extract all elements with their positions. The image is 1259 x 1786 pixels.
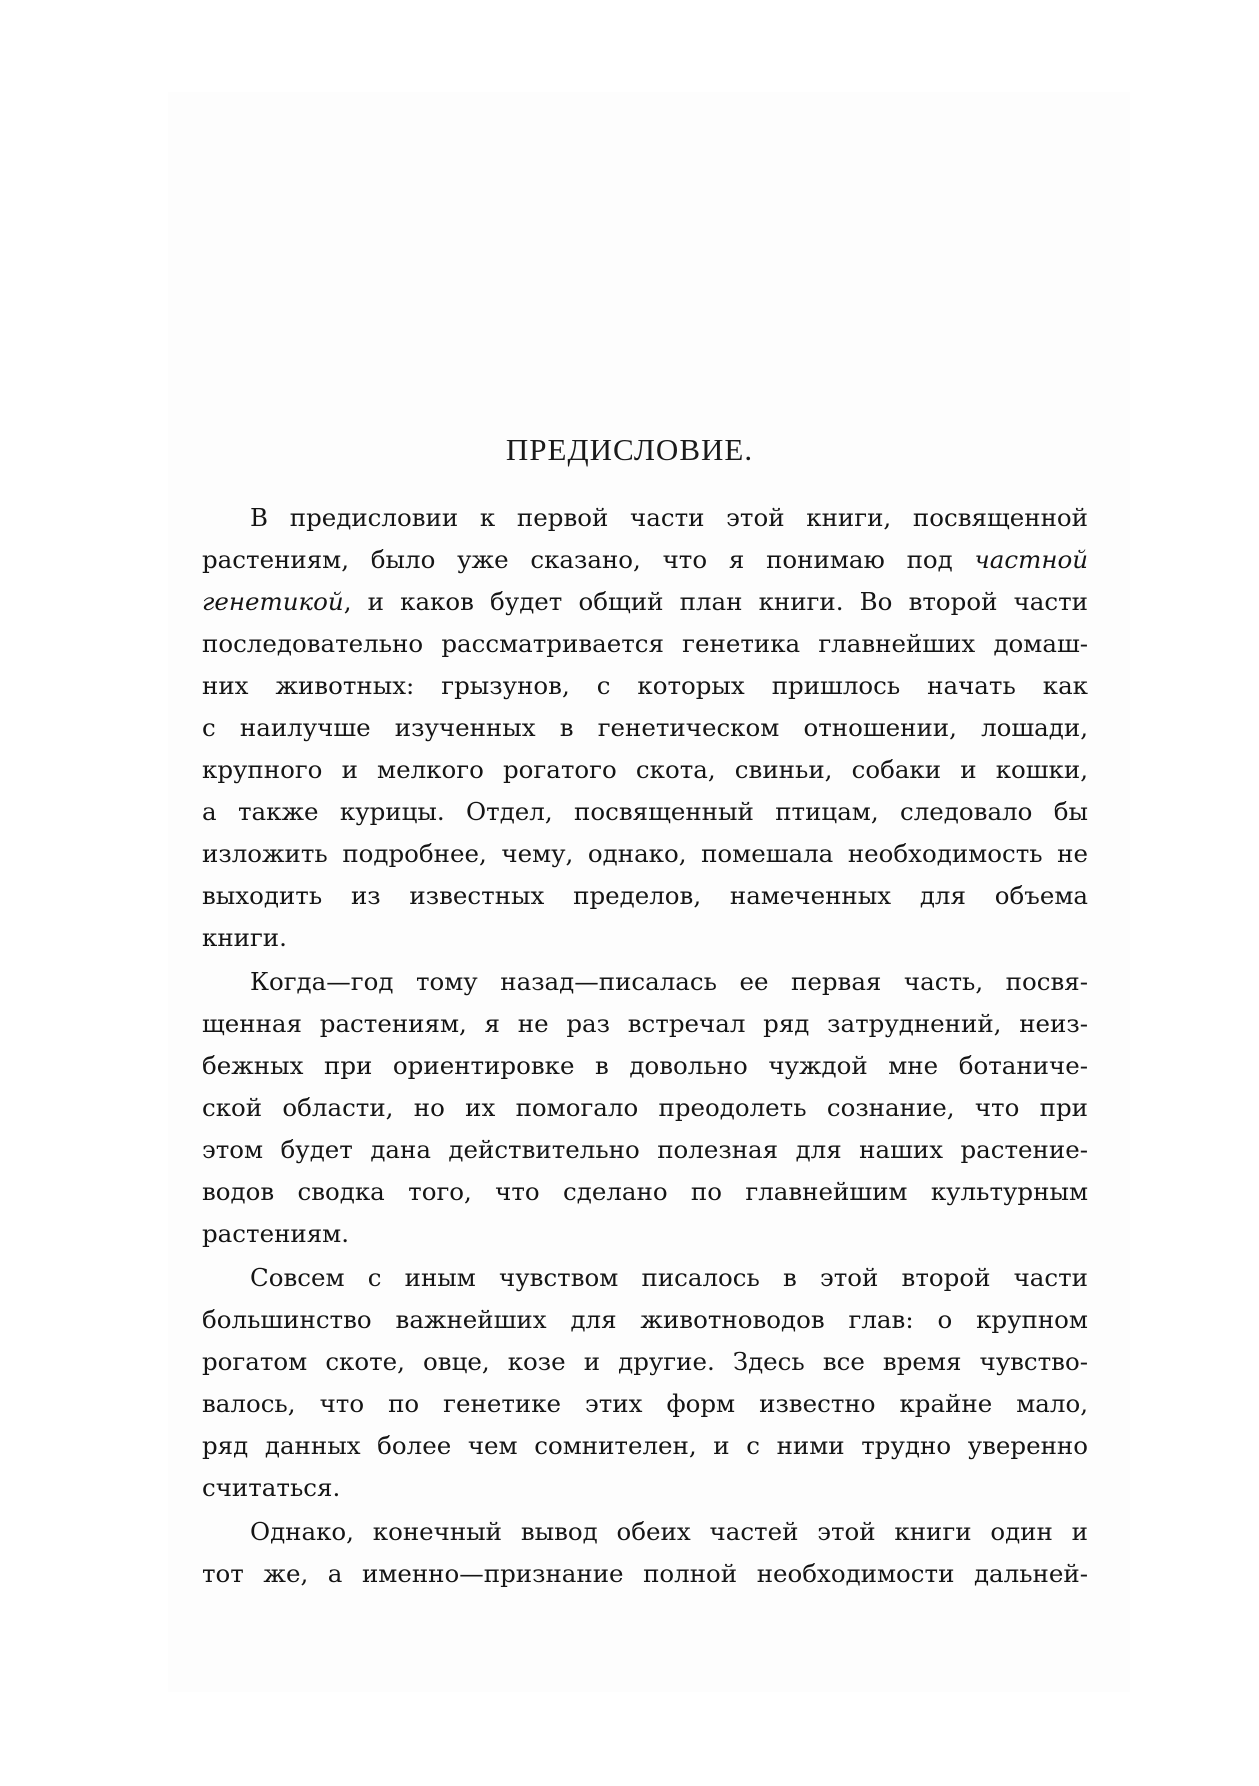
preface-text bbox=[202, 497, 1088, 1595]
text-line: Совсем с иным чувством писалось в этой второй части bbox=[250, 1263, 1088, 1292]
text-line: крупного и мелкого рогатого скота, свиньи, собаки и кошки, bbox=[202, 755, 1088, 784]
text-line: водов сводка того, что сделано по главнейшим культурным bbox=[202, 1177, 1088, 1206]
emphasized-term: частной bbox=[974, 545, 1088, 574]
text-line: тот же, а именно—признание полной необходимости дальней- bbox=[202, 1559, 1088, 1588]
text-line: растениям, было уже сказано, что я понимаю под частной bbox=[202, 545, 1088, 574]
text-line: растениям. bbox=[202, 1219, 350, 1248]
text-line: Однако, конечный вывод обеих частей этой книги один и bbox=[250, 1517, 1088, 1546]
paragraph-4 bbox=[202, 1511, 1088, 1595]
text-line: с наилучше изученных в генетическом отношении, лошади, bbox=[202, 713, 1088, 742]
text-line: считаться. bbox=[202, 1473, 341, 1502]
text-line: ряд данных более чем сомнителен, и с ними трудно уверенно bbox=[202, 1431, 1088, 1460]
text-line: ской области, но их помогало преодолеть сознание, что при bbox=[202, 1093, 1088, 1122]
paragraph-3 bbox=[202, 1257, 1088, 1509]
text-line: этом будет дана действительно полезная для наших растение- bbox=[202, 1135, 1088, 1164]
text-line: книги. bbox=[202, 923, 287, 952]
text-line: Когда—год тому назад—писалась ее первая часть, посвя- bbox=[250, 967, 1088, 996]
paragraph-2 bbox=[202, 961, 1088, 1255]
text-line: бежных при ориентировке в довольно чуждой мне ботаниче- bbox=[202, 1051, 1088, 1080]
emphasized-term: генетикой bbox=[202, 587, 344, 616]
page-title: ПРЕДИСЛОВИЕ. bbox=[505, 432, 754, 467]
paragraph-1 bbox=[202, 497, 1088, 959]
text-line: валось, что по генетике этих форм известно крайне мало, bbox=[202, 1389, 1088, 1418]
text-line: последовательно рассматривается генетика главнейших домаш- bbox=[202, 629, 1088, 658]
text-line: выходить из известных пределов, намеченных для объема bbox=[202, 881, 1088, 910]
text-line: большинство важнейших для животноводов глав: о крупном bbox=[202, 1305, 1088, 1334]
text-line: а также курицы. Отдел, посвященный птицам, следовало бы bbox=[202, 797, 1088, 826]
text-line: них животных: грызунов, с которых пришлось начать как bbox=[202, 671, 1088, 700]
text-line: В предисловии к первой части этой книги, посвященной bbox=[250, 503, 1088, 532]
text-line: изложить подробнее, чему, однако, помешала необходимость не bbox=[202, 839, 1088, 868]
text-line: генетикой, и каков будет общий план книги. Во второй части bbox=[202, 587, 1088, 616]
text-line: рогатом скоте, овце, козе и другие. Здесь все время чувство- bbox=[202, 1347, 1088, 1376]
text-line: щенная растениям, я не раз встречал ряд затруднений, неиз- bbox=[202, 1009, 1088, 1038]
